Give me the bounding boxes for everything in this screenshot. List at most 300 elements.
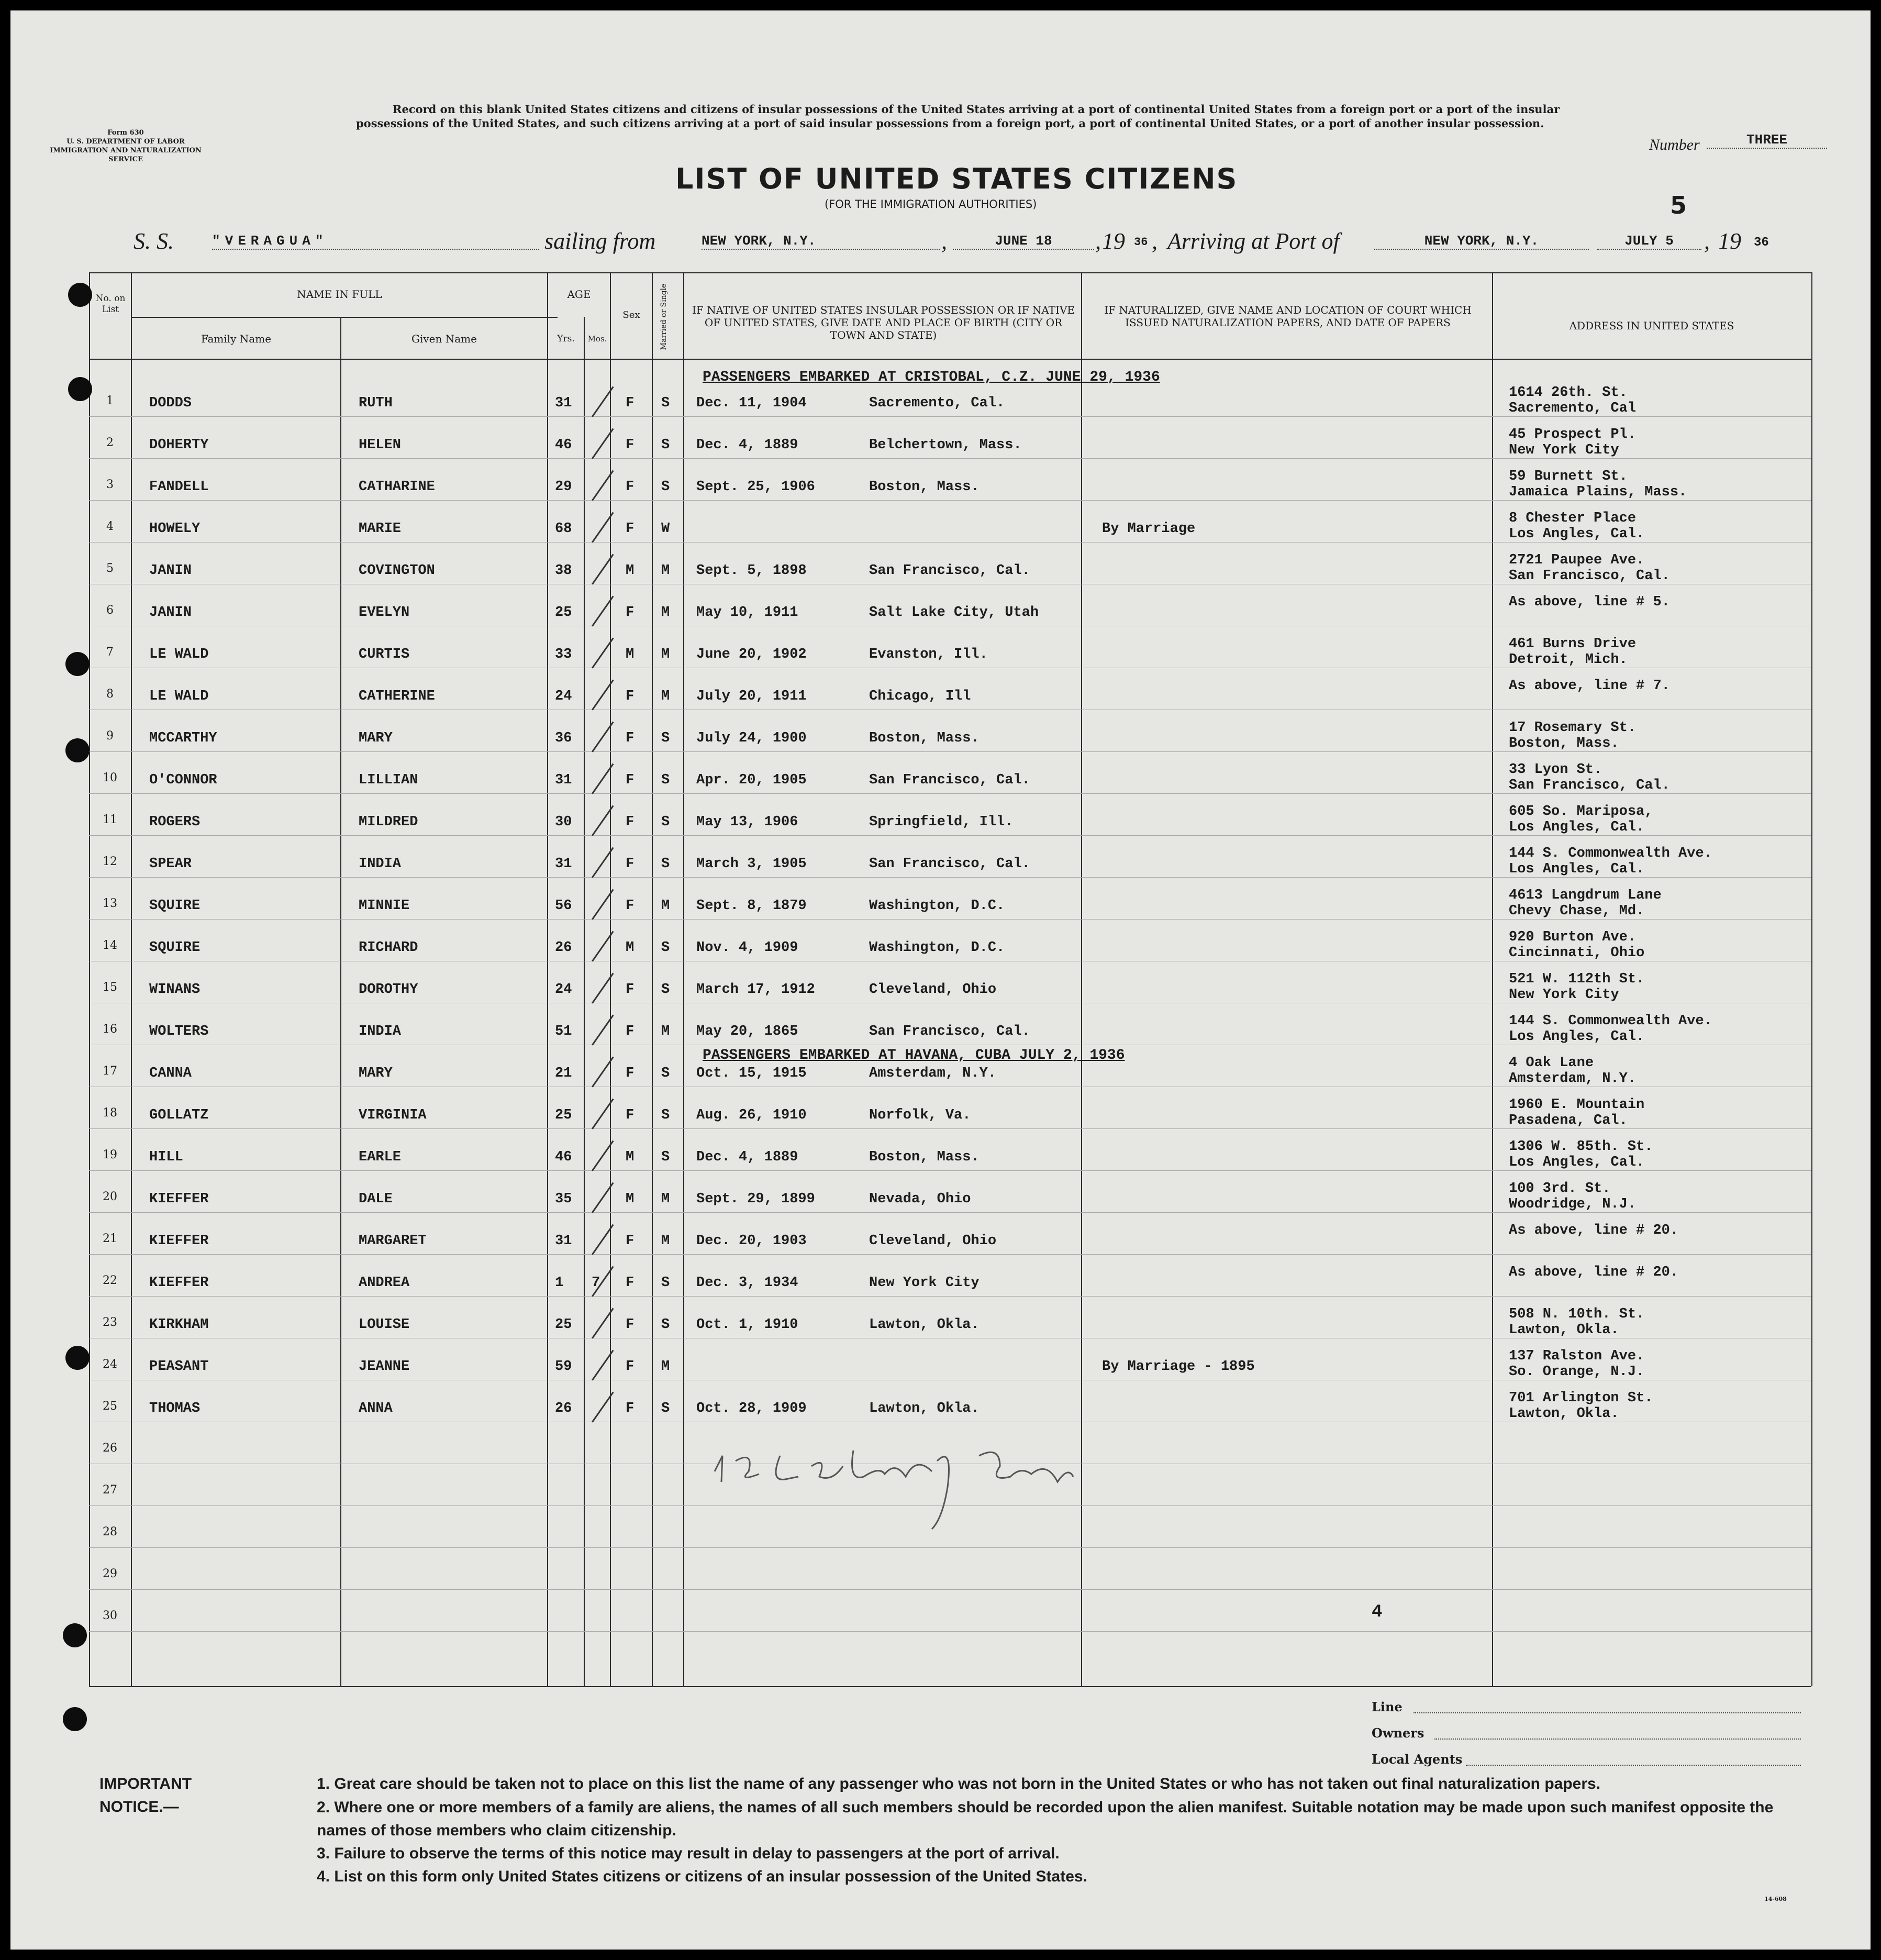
age-years: 59 bbox=[555, 1359, 572, 1375]
marital-status: S bbox=[661, 772, 670, 788]
punch-hole bbox=[68, 283, 92, 307]
marital-status: S bbox=[661, 1401, 670, 1416]
age-years: 46 bbox=[555, 1149, 572, 1165]
birth-date: Sept. 8, 1879 bbox=[696, 898, 807, 914]
row-number: 11 bbox=[103, 813, 117, 826]
row-rule bbox=[89, 458, 1811, 459]
col-naturalized: IF NATURALIZED, GIVE NAME AND LOCATION OF COURT WHICH ISSUED NATURALIZATION PAPERS, AND DATE OF PAPERS bbox=[1104, 304, 1472, 329]
sex: F bbox=[626, 772, 635, 788]
family-name: LE WALD bbox=[149, 689, 209, 704]
row-rule bbox=[89, 751, 1811, 752]
birth-place: Lawton, Okla. bbox=[869, 1317, 980, 1333]
row-number: 10 bbox=[103, 771, 117, 784]
family-name: SQUIRE bbox=[149, 898, 201, 914]
depart-date: JUNE 18 bbox=[953, 233, 1094, 250]
age-months: 7 bbox=[592, 1275, 600, 1291]
print-code: 14-608 bbox=[1764, 1896, 1787, 1902]
form-meta bbox=[47, 128, 204, 164]
punch-hole bbox=[65, 738, 90, 762]
address-line-2: Woodridge, N.J. bbox=[1509, 1197, 1637, 1212]
address-line-1: 521 W. 112th St. bbox=[1509, 971, 1645, 987]
age-years: 24 bbox=[555, 982, 572, 998]
punch-hole bbox=[65, 1346, 90, 1370]
sex: F bbox=[626, 1024, 635, 1039]
arriving-label: Arriving at Port of bbox=[1167, 228, 1340, 254]
row-number: 19 bbox=[103, 1148, 117, 1161]
row-number: 14 bbox=[103, 939, 117, 952]
address-line-2: Los Angles, Cal. bbox=[1509, 820, 1645, 835]
age-years: 35 bbox=[555, 1191, 572, 1207]
row-rule bbox=[89, 835, 1811, 836]
row-rule bbox=[89, 919, 1811, 920]
col-given-name: Given Name bbox=[411, 333, 477, 345]
address-line-1: 1614 26th. St. bbox=[1509, 385, 1628, 401]
birth-date: Oct. 28, 1909 bbox=[696, 1401, 807, 1416]
arrival-date: JULY 5 bbox=[1597, 233, 1701, 250]
marital-status: M bbox=[661, 1359, 670, 1375]
row-number: 8 bbox=[106, 688, 114, 701]
age-years: 31 bbox=[555, 395, 572, 411]
punch-hole bbox=[63, 1623, 87, 1647]
birth-place: Boston, Mass. bbox=[869, 1149, 980, 1165]
birth-date: Sept. 29, 1899 bbox=[696, 1191, 815, 1207]
sex: F bbox=[626, 521, 635, 537]
birth-date: Sept. 25, 1906 bbox=[696, 479, 815, 495]
age-years: 36 bbox=[555, 730, 572, 746]
marital-status: S bbox=[661, 437, 670, 453]
row-number: 1 bbox=[106, 394, 114, 407]
ship-name: "VERAGUA" bbox=[212, 233, 539, 250]
family-name: LE WALD bbox=[149, 647, 209, 662]
birth-date: June 20, 1902 bbox=[696, 647, 807, 662]
marital-status: S bbox=[661, 940, 670, 956]
family-name: PEASANT bbox=[149, 1359, 209, 1375]
footer-owners-label: Owners bbox=[1372, 1725, 1424, 1741]
family-name: HILL bbox=[149, 1149, 183, 1165]
sailing-label: sailing from bbox=[544, 228, 656, 254]
family-name: KIEFFER bbox=[149, 1191, 209, 1207]
notice-item-2: 2. Where one or more members of a family are aliens, the names of all such members should be recorded upon the alien manifest. Suitable notation may be made upon such manifest opposite the names of those members who claim citizenship. bbox=[317, 1799, 1774, 1839]
sex: F bbox=[626, 605, 635, 621]
age-years: 26 bbox=[555, 940, 572, 956]
birth-place: San Francisco, Cal. bbox=[869, 772, 1030, 788]
given-name: LOUISE bbox=[359, 1317, 410, 1333]
sex: F bbox=[626, 1401, 635, 1416]
ss-label: S. S. bbox=[133, 228, 174, 254]
row-rule bbox=[89, 1296, 1811, 1297]
depart-year-prefix: 19 bbox=[1102, 228, 1125, 254]
sex: F bbox=[626, 1233, 635, 1249]
naturalization: By Marriage - 1895 bbox=[1102, 1359, 1255, 1375]
address-line-2: Cincinnati, Ohio bbox=[1509, 945, 1645, 961]
marital-status: S bbox=[661, 982, 670, 998]
sex: F bbox=[626, 395, 635, 411]
marital-status: S bbox=[661, 856, 670, 872]
punch-hole bbox=[65, 652, 90, 676]
family-name: HOWELY bbox=[149, 521, 201, 537]
age-years: 26 bbox=[555, 1401, 572, 1416]
address-line-1: 144 S. Commonwealth Ave. bbox=[1509, 846, 1712, 861]
row-number: 20 bbox=[103, 1190, 117, 1203]
arrival-year: 36 bbox=[1754, 236, 1769, 250]
col-sex: Sex bbox=[622, 309, 640, 320]
sex: M bbox=[626, 563, 635, 579]
sex: F bbox=[626, 982, 635, 998]
notice-item-1: 1. Great care should be taken not to place on this list the name of any passenger who was not born in the United States or who has not taken out final naturalization papers. bbox=[317, 1775, 1601, 1792]
address-line-2: San Francisco, Cal. bbox=[1509, 778, 1670, 793]
family-name: CANNA bbox=[149, 1066, 192, 1081]
marital-status: M bbox=[661, 563, 670, 579]
birth-place: Amsterdam, N.Y. bbox=[869, 1066, 997, 1081]
row-number: 28 bbox=[103, 1525, 117, 1538]
age-years: 51 bbox=[555, 1024, 572, 1039]
marital-status: S bbox=[661, 1317, 670, 1333]
sex: M bbox=[626, 647, 635, 662]
address-line-1: 59 Burnett St. bbox=[1509, 469, 1628, 484]
marital-status: M bbox=[661, 647, 670, 662]
sex: F bbox=[626, 1275, 635, 1291]
address-line-1: 461 Burns Drive bbox=[1509, 636, 1637, 652]
sex: M bbox=[626, 1191, 635, 1207]
birth-date: May 20, 1865 bbox=[696, 1024, 798, 1039]
birth-date: Apr. 20, 1905 bbox=[696, 772, 807, 788]
address-line-2: New York City bbox=[1509, 442, 1619, 458]
marital-status: M bbox=[661, 605, 670, 621]
marital-status: S bbox=[661, 1108, 670, 1123]
age-years: 25 bbox=[555, 1108, 572, 1123]
row-number: 13 bbox=[103, 897, 117, 910]
given-name: VIRGINIA bbox=[359, 1108, 427, 1123]
col-birth: IF NATIVE OF UNITED STATES INSULAR POSSESSION OR IF NATIVE OF UNITED STATES, GIVE DATE AND PLACE OF BIRTH (CITY OR TOWN AND STATE) bbox=[692, 304, 1075, 341]
row-number: 12 bbox=[103, 855, 117, 868]
birth-date: Dec. 3, 1934 bbox=[696, 1275, 798, 1291]
section-havana: PASSENGERS EMBARKED AT HAVANA, CUBA JULY 2, 1936 bbox=[703, 1047, 1125, 1064]
address-line-2: Amsterdam, N.Y. bbox=[1509, 1071, 1637, 1087]
age-years: 29 bbox=[555, 479, 572, 495]
birth-date: Dec. 4, 1889 bbox=[696, 1149, 798, 1165]
row-rule bbox=[89, 1631, 1811, 1632]
form-service: IMMIGRATION AND NATURALIZATION SERVICE bbox=[50, 147, 202, 163]
row-rule bbox=[89, 1254, 1811, 1255]
address-line-1: 4613 Langdrum Lane bbox=[1509, 888, 1662, 903]
sex: F bbox=[626, 1066, 635, 1081]
page-mark: 5 bbox=[1670, 191, 1687, 219]
given-name: INDIA bbox=[359, 856, 402, 872]
age-years: 46 bbox=[555, 437, 572, 453]
given-name: DALE bbox=[359, 1191, 393, 1207]
address-line-2: New York City bbox=[1509, 987, 1619, 1003]
family-name: WINANS bbox=[149, 982, 201, 998]
age-years: 24 bbox=[555, 689, 572, 704]
stray-mark: 4 bbox=[1372, 1602, 1383, 1622]
row-rule bbox=[89, 500, 1811, 501]
col-mos: Mos. bbox=[587, 334, 607, 344]
birth-place: Salt Lake City, Utah bbox=[869, 605, 1039, 621]
row-number: 22 bbox=[103, 1274, 117, 1287]
row-number: 7 bbox=[106, 646, 114, 659]
birth-place: Washington, D.C. bbox=[869, 940, 1005, 956]
address-line-1: 1960 E. Mountain bbox=[1509, 1097, 1645, 1113]
row-number: 3 bbox=[106, 478, 114, 491]
address-line-2: San Francisco, Cal. bbox=[1509, 568, 1670, 584]
birth-place: Boston, Mass. bbox=[869, 730, 980, 746]
address-line-1: 701 Arlington St. bbox=[1509, 1390, 1653, 1406]
age-years: 30 bbox=[555, 814, 572, 830]
age-years: 31 bbox=[555, 1233, 572, 1249]
address-line-2: Los Angles, Cal. bbox=[1509, 1155, 1645, 1170]
row-number: 21 bbox=[103, 1232, 117, 1245]
marital-status: M bbox=[661, 898, 670, 914]
address-line-1: 4 Oak Lane bbox=[1509, 1055, 1594, 1071]
address-line-1: As above, line # 20. bbox=[1509, 1265, 1679, 1280]
address-line-1: 605 So. Mariposa, bbox=[1509, 804, 1653, 820]
number-label: Number bbox=[1649, 136, 1700, 153]
given-name: RICHARD bbox=[359, 940, 418, 956]
birth-place: Chicago, Ill bbox=[869, 689, 971, 704]
address-line-1: 144 S. Commonwealth Ave. bbox=[1509, 1013, 1712, 1029]
birth-date: Dec. 11, 1904 bbox=[696, 395, 807, 411]
marital-status: S bbox=[661, 814, 670, 830]
given-name: EARLE bbox=[359, 1149, 402, 1165]
row-rule bbox=[89, 1547, 1811, 1548]
row-rule bbox=[89, 877, 1811, 878]
family-name: DOHERTY bbox=[149, 437, 209, 453]
row-number: 16 bbox=[103, 1023, 117, 1036]
sex: F bbox=[626, 1359, 635, 1375]
age-years: 25 bbox=[555, 1317, 572, 1333]
address-line-2: Jamaica Plains, Mass. bbox=[1509, 484, 1687, 500]
manifest-sheet: Form 630 U. S. DEPARTMENT OF LABOR IMMIGRATION AND NATURALIZATION SERVICE Record on this blank United States citizens and citizens of insular possessions of the United States arriving at a port of continental United States from a foreign port or a port of the insular possessions of the United States, and such citizens arriving at a port of said insular possessions from a foreign port, a port of continental United States, or a port of another insular possession. Number THREE LIST OF UNITED STATES CITIZENS (FOR THE IMMIGRATION AUTHORITIES) 5 S. S. "VERAGUA" sailing from NEW YORK, N.Y. , JUNE 18 , 19 36 , Arriving at Port of NEW YORK, N.Y. JULY 5 , 19 36 No. on List NAME IN FULL Family Name Given Name AGE Yrs. Mos. Sex Married or Single IF NATIVE OF UNITED STATES INSULAR POSSESSION OR IF NATIVE OF UNITED STATES, GIVE DATE AND PLACE OF BIRTH (CITY OR TOWN AND STATE) IF NATURALIZED, GIVE NAME AND LOCATION OF COURT WHICH ISSUED NATURALIZATION PAPERS, AND DATE OF PAPERS ADDRESS IN UNITED STATES PASSENGERS EMBARKED AT CRISTOBAL, C.Z. JUNE 29, 1936 PASSENGERS EMBARKED AT HAVANA, CUBA JULY 2, 1936 1 DODDS RUTH 31 F S Dec. 11, 1904 Sacremento, Cal. 1614 26th. St. Sacremento, Cal 2 DOHERTY HELEN 46 F S Dec. 4, 1889 Belchertown, Mass. 45 Prospect Pl. New York City 3 FANDELL CATHARINE 29 F S Sept. 25, 1906 Boston, Mass. 59 Burnett St. Jamaica Plains, Mass. 4 HOWELY MARIE 68 F W By Marriage 8 Chester Place Los Angles, Cal. 5 JANIN COVINGTON 38 M M Sept. 5, 1898 San Francisco, Cal. 2721 Paupee Ave. San Francisco, Cal. 6 JANIN EVELYN 25 F M May 10, 1911 Salt Lake City, Utah As above, line # 5. 7 LE WALD CURTIS 33 M M June 20, 1902 Evanston, Ill. 461 Burns Drive Detroit, Mich. 8 LE WALD CATHERINE 24 F M July 20, 1911 Chicago, Ill As above, line # 7. 9 MCCARTHY MARY 36 F S July 24, 1900 Boston, Mass. 17 Rosemary St. Boston, Mass. 10 O'CONNOR LILLIAN 31 F S Apr. 20, 1905 San Francisco, Cal. 33 Lyon St. San Francisco, Cal. 11 ROGERS MILDRED 30 F S May 13, 1906 Springfield, Ill. 605 So. Mariposa, Los Angles, Cal. 12 SPEAR INDIA 31 F S March 3, 1905 San Francisco, Cal. 144 S. Commonwealth Ave. Los Angles, Cal. 13 SQUIRE MINNIE 56 F M Sept. 8, 1879 Washington, D.C. 4613 Langdrum Lane Chevy Chase, Md. 14 SQUIRE RICHARD 26 M S Nov. 4, 1909 Washington, D.C. 920 Burton Ave. Cincinnati, Ohio 15 WINANS DOROTHY 24 F S March 17, 1912 Cleveland, Ohio 521 W. 112th St. New York City 16 WOLTERS INDIA 51 F M May 20, 1865 San Francisco, Cal. 144 S. Commonwealth Ave. Los Angles, Cal. 17 CANNA MARY 21 F S Oct. 15, 1915 Amsterdam, N.Y. 4 Oak Lane Amsterdam, N.Y. 18 GOLLATZ VIRGINIA 25 F S Aug. 26, 1910 Norfolk, Va. 1960 E. Mountain Pasadena, Cal. 19 HILL EARLE 46 M S Dec. 4, 1889 Boston, Mass. 1306 W. 85th. St. Los Angles, Cal. 20 KIEFFER DALE 35 M M Sept. 29, 1899 Nevada, Ohio 100 3rd. St. Woodridge, N.J. 21 KIEFFER MARGARET 31 F M Dec. 20, 1903 Cleveland, Ohio As above, line # 20. 22 KIEFFER ANDREA 1 7 F S Dec. 3, 1934 New York City As above, line # 20. 23 KIRKHAM LOUISE 25 F S Oct. 1, 1910 Lawton, Okla. 508 N. 10th. St. Lawton, Okla. 24 PEASANT JEANNE 59 F M By Marriage - 1895 137 Ralston Ave. So. Orange, N.J. 25 THOMAS ANNA 26 F S Oct. 28, 1909 Lawton, Okla. 701 Arlington St. Lawton, Okla. 26 27 28 29 30 4 Line Owners Local Agents IMPORTANT NOTICE.— 1. Great care should be taken not to place on this list the name of any passenger who was not born in the United States or who has not taken out final naturalization papers. 2. Where one or more members of a family are aliens, the names of all such members should be recorded upon the alien manifest. Suitable notation may be made upon such manifest opposite the names of those members who claim citizenship. 3. Failure to observe the terms of this notice may result in delay to passengers at the port of arrival. 4. List on this form only United States citizens or citizens of an insular possession of the United States. 14-608 bbox=[10, 10, 1871, 1950]
sex: M bbox=[626, 1149, 635, 1165]
row-number: 5 bbox=[106, 562, 114, 575]
address-line-1: 137 Ralston Ave. bbox=[1509, 1348, 1645, 1364]
col-no: No. on List bbox=[95, 293, 126, 315]
address-line-1: 100 3rd. St. bbox=[1509, 1181, 1611, 1197]
sex: F bbox=[626, 689, 635, 704]
row-number: 4 bbox=[106, 520, 114, 533]
family-name: WOLTERS bbox=[149, 1024, 209, 1039]
family-name: MCCARTHY bbox=[149, 730, 217, 746]
sex: F bbox=[626, 730, 635, 746]
address-line-1: 17 Rosemary St. bbox=[1509, 720, 1637, 736]
address-line-1: 45 Prospect Pl. bbox=[1509, 427, 1637, 442]
address-line-1: As above, line # 7. bbox=[1509, 678, 1670, 694]
address-line-1: 33 Lyon St. bbox=[1509, 762, 1602, 778]
row-number: 29 bbox=[103, 1567, 117, 1580]
birth-date: March 17, 1912 bbox=[696, 982, 815, 998]
birth-place: Sacremento, Cal. bbox=[869, 395, 1005, 411]
birth-date: Dec. 20, 1903 bbox=[696, 1233, 807, 1249]
punch-hole bbox=[63, 1707, 87, 1731]
handwritten-signature bbox=[707, 1424, 1136, 1540]
age-years: 56 bbox=[555, 898, 572, 914]
family-name: FANDELL bbox=[149, 479, 209, 495]
form-department: U. S. DEPARTMENT OF LABOR bbox=[66, 138, 185, 146]
row-rule bbox=[89, 1128, 1811, 1129]
birth-place: Evanston, Ill. bbox=[869, 647, 988, 662]
birth-place: Washington, D.C. bbox=[869, 898, 1005, 914]
sex: F bbox=[626, 1317, 635, 1333]
given-name: ANDREA bbox=[359, 1275, 410, 1291]
marital-status: W bbox=[661, 521, 670, 537]
col-family-name: Family Name bbox=[201, 333, 272, 345]
notice-item-4: 4. List on this form only United States citizens or citizens of an insular possession of the United States. bbox=[317, 1868, 1087, 1885]
given-name: JEANNE bbox=[359, 1359, 410, 1375]
birth-place: San Francisco, Cal. bbox=[869, 563, 1030, 579]
number-value: THREE bbox=[1707, 132, 1827, 149]
address-line-2: Lawton, Okla. bbox=[1509, 1406, 1619, 1422]
row-number: 17 bbox=[103, 1065, 117, 1078]
row-rule bbox=[89, 1170, 1811, 1171]
sex: M bbox=[626, 940, 635, 956]
birth-place: Norfolk, Va. bbox=[869, 1108, 971, 1123]
birth-date: May 10, 1911 bbox=[696, 605, 798, 621]
birth-place: Cleveland, Ohio bbox=[869, 982, 997, 998]
col-age: AGE bbox=[567, 288, 591, 301]
birth-place: San Francisco, Cal. bbox=[869, 1024, 1030, 1039]
birth-place: Cleveland, Ohio bbox=[869, 1233, 997, 1249]
record-note: Record on this blank United States citizens and citizens of insular possessions of the United States arriving at a port of continental United States from a foreign port or a port of the insular possessions of the United States, and such citizens arriving at a port of said insular possessions from a foreign port, a port of continental United States, or a port of another insular possession. bbox=[356, 103, 1560, 130]
marital-status: S bbox=[661, 1275, 670, 1291]
row-number: 6 bbox=[106, 604, 114, 617]
marital-status: M bbox=[661, 1024, 670, 1039]
family-name: SQUIRE bbox=[149, 940, 201, 956]
age-years: 1 bbox=[555, 1275, 564, 1291]
address-line-2: Lawton, Okla. bbox=[1509, 1322, 1619, 1338]
given-name: LILLIAN bbox=[359, 772, 418, 788]
address-line-1: 1306 W. 85th. St. bbox=[1509, 1139, 1653, 1155]
address-line-2: Sacremento, Cal bbox=[1509, 401, 1637, 416]
given-name: MARY bbox=[359, 730, 393, 746]
marital-status: S bbox=[661, 479, 670, 495]
sex: F bbox=[626, 814, 635, 830]
col-name-in-full: NAME IN FULL bbox=[297, 288, 382, 301]
birth-place: Lawton, Okla. bbox=[869, 1401, 980, 1416]
col-address: ADDRESS IN UNITED STATES bbox=[1569, 319, 1734, 332]
birth-date: Sept. 5, 1898 bbox=[696, 563, 807, 579]
given-name: MARY bbox=[359, 1066, 393, 1081]
sex: F bbox=[626, 479, 635, 495]
marital-status: M bbox=[661, 689, 670, 704]
family-name: DODDS bbox=[149, 395, 192, 411]
family-name: JANIN bbox=[149, 605, 192, 621]
footer-line-label: Line bbox=[1372, 1699, 1403, 1714]
given-name: HELEN bbox=[359, 437, 402, 453]
col-married: Married or Single bbox=[660, 283, 668, 350]
sex: F bbox=[626, 437, 635, 453]
arrival-port: NEW YORK, N.Y. bbox=[1374, 233, 1589, 250]
address-line-1: 920 Burton Ave. bbox=[1509, 929, 1637, 945]
page-title: LIST OF UNITED STATES CITIZENS bbox=[675, 162, 1238, 195]
row-number: 26 bbox=[103, 1442, 117, 1455]
sex: F bbox=[626, 898, 635, 914]
from-port: NEW YORK, N.Y. bbox=[702, 233, 940, 250]
page-subtitle: (FOR THE IMMIGRATION AUTHORITIES) bbox=[825, 198, 1037, 211]
family-name: O'CONNOR bbox=[149, 772, 217, 788]
family-name: KIRKHAM bbox=[149, 1317, 209, 1333]
age-years: 21 bbox=[555, 1066, 572, 1081]
given-name: ANNA bbox=[359, 1401, 393, 1416]
notice-heading: IMPORTANT NOTICE.— bbox=[99, 1775, 192, 1815]
naturalization: By Marriage bbox=[1102, 521, 1196, 537]
address-line-2: Pasadena, Cal. bbox=[1509, 1113, 1628, 1128]
given-name: DOROTHY bbox=[359, 982, 418, 998]
family-name: SPEAR bbox=[149, 856, 192, 872]
address-line-2: Boston, Mass. bbox=[1509, 736, 1619, 751]
given-name: COVINGTON bbox=[359, 563, 435, 579]
given-name: MINNIE bbox=[359, 898, 410, 914]
marital-status: S bbox=[661, 395, 670, 411]
row-rule bbox=[89, 1212, 1811, 1213]
birth-place: Boston, Mass. bbox=[869, 479, 980, 495]
age-years: 31 bbox=[555, 772, 572, 788]
arrival-year-prefix: 19 bbox=[1718, 228, 1741, 254]
given-name: INDIA bbox=[359, 1024, 402, 1039]
row-number: 27 bbox=[103, 1483, 117, 1497]
family-name: GOLLATZ bbox=[149, 1108, 209, 1123]
address-line-1: 2721 Paupee Ave. bbox=[1509, 552, 1645, 568]
birth-date: Nov. 4, 1909 bbox=[696, 940, 798, 956]
row-number: 15 bbox=[103, 981, 117, 994]
punch-hole bbox=[68, 377, 92, 401]
sex: F bbox=[626, 1108, 635, 1123]
row-rule bbox=[89, 1589, 1811, 1590]
birth-date: Aug. 26, 1910 bbox=[696, 1108, 807, 1123]
birth-date: Oct. 15, 1915 bbox=[696, 1066, 807, 1081]
notice-item-3: 3. Failure to observe the terms of this notice may result in delay to passengers at the port of arrival. bbox=[317, 1845, 1060, 1862]
address-line-2: Chevy Chase, Md. bbox=[1509, 903, 1645, 919]
marital-status: S bbox=[661, 1066, 670, 1081]
row-number: 23 bbox=[103, 1316, 117, 1329]
given-name: MARGARET bbox=[359, 1233, 427, 1249]
age-years: 33 bbox=[555, 647, 572, 662]
birth-place: New York City bbox=[869, 1275, 980, 1291]
birth-date: July 24, 1900 bbox=[696, 730, 807, 746]
marital-status: M bbox=[661, 1233, 670, 1249]
row-number: 24 bbox=[103, 1358, 117, 1371]
depart-year: 36 bbox=[1134, 236, 1148, 249]
family-name: KIEFFER bbox=[149, 1233, 209, 1249]
birth-place: Belchertown, Mass. bbox=[869, 437, 1022, 453]
given-name: CATHERINE bbox=[359, 689, 435, 704]
birth-date: May 13, 1906 bbox=[696, 814, 798, 830]
birth-date: July 20, 1911 bbox=[696, 689, 807, 704]
given-name: CURTIS bbox=[359, 647, 410, 662]
birth-date: Oct. 1, 1910 bbox=[696, 1317, 798, 1333]
given-name: MARIE bbox=[359, 521, 402, 537]
row-number: 9 bbox=[106, 729, 114, 743]
given-name: CATHARINE bbox=[359, 479, 435, 495]
age-years: 68 bbox=[555, 521, 572, 537]
birth-place: San Francisco, Cal. bbox=[869, 856, 1030, 872]
row-rule bbox=[89, 793, 1811, 794]
form-number: Form 630 bbox=[107, 129, 144, 137]
address-line-2: So. Orange, N.J. bbox=[1509, 1364, 1645, 1380]
address-line-1: 508 N. 10th. St. bbox=[1509, 1306, 1645, 1322]
age-years: 31 bbox=[555, 856, 572, 872]
age-years: 25 bbox=[555, 605, 572, 621]
address-line-2: Los Angles, Cal. bbox=[1509, 861, 1645, 877]
marital-status: M bbox=[661, 1191, 670, 1207]
row-rule bbox=[89, 416, 1811, 417]
given-name: RUTH bbox=[359, 395, 393, 411]
family-name: THOMAS bbox=[149, 1401, 201, 1416]
address-line-2: Los Angles, Cal. bbox=[1509, 1029, 1645, 1045]
birth-place: Springfield, Ill. bbox=[869, 814, 1014, 830]
footer-local-agents-label: Local Agents bbox=[1372, 1752, 1463, 1767]
address-line-1: 8 Chester Place bbox=[1509, 511, 1637, 526]
row-number: 30 bbox=[103, 1609, 117, 1622]
